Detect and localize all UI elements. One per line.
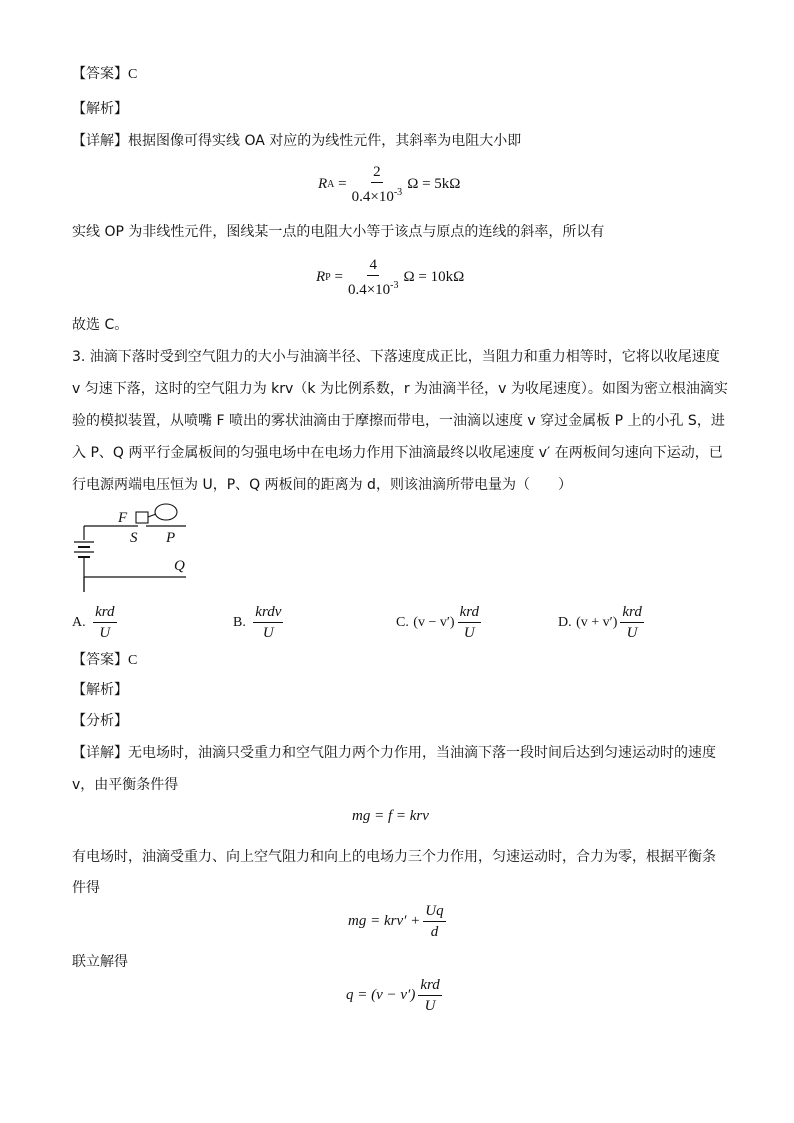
label-p: P	[166, 530, 176, 546]
text-op: 实线 OP 为非线性元件，图线某一点的电阻大小等于该点与原点的连线的斜率，所以有	[72, 224, 605, 240]
label-q: Q	[174, 558, 185, 574]
detail-line-1	[72, 131, 521, 151]
option-c-fraction: $\frac{\text{krd}}{U}$	[459, 604, 480, 641]
detail-label-2: 【详解】	[72, 745, 128, 761]
answer-line-1	[72, 64, 137, 85]
fenxi-label: 【分析】	[72, 713, 128, 729]
option-c[interactable]: C. (v − v′) $\frac{\text{krd}}{U}$	[396, 604, 480, 641]
label-f: F	[118, 510, 128, 526]
answer-value-2: C	[128, 653, 138, 668]
option-a[interactable]: A. $\frac{\text{krd}}{U}$	[72, 604, 115, 641]
fraction-rp: $\frac{4}{0.4\times 10^{-3}}$	[347, 257, 399, 298]
text3-line-2: 件得	[72, 880, 100, 896]
answer-label-2: 【答案】	[72, 652, 128, 668]
equation-mg-f: mg = f = krv	[352, 808, 429, 824]
equation-ra: R A = $\frac{2}{0.4\times 10^{-3}}$ Ω = 5kΩ	[318, 164, 461, 205]
option-d-fraction: $\frac{\text{krd}}{U}$	[622, 604, 642, 641]
answer-value: C	[128, 67, 138, 82]
nozzle-tube	[148, 514, 156, 517]
fraction-ra: $\frac{2}{0.4\times 10^{-3}}$	[351, 164, 403, 205]
answer-line-2	[72, 650, 137, 671]
equation-q: q = (v − v′) $\frac{\text{krd}}{U}$	[346, 977, 440, 1014]
option-b-fraction: $\frac{\text{krdv}}{U}$	[255, 604, 282, 641]
equation-rp: R P = $\frac{4}{0.4\times 10^{-3}}$ Ω = 10kΩ	[316, 257, 465, 298]
detail-line-2b: v，由平衡条件得	[72, 777, 179, 793]
fraction-uq-d: $\frac{Uq}{d}$	[425, 903, 444, 940]
equation-mg-krv: mg = krv′ + $\frac{Uq}{d}$	[348, 903, 444, 940]
option-d[interactable]: D. (v + v′) $\frac{\text{krd}}{U}$	[558, 604, 642, 641]
label-s: S	[130, 530, 138, 546]
question-line-1: 3. 油滴下落时受到空气阻力的大小与油滴半径、下落速度成正比，当阻力和重力相等时，它将以收尾速度	[72, 349, 720, 365]
detail-label: 【详解】	[72, 133, 128, 149]
detail-line-2: 【详解】无电场时，油滴只受重力和空气阻力两个力作用，当油滴下落一段时间后达到匀速运动时的速度	[72, 745, 716, 761]
question-line-4: 入 P、Q 两平行金属板间的匀强电场中在电场力作用下油滴最终以收尾速度 v′ 在两板间匀速向下运动，已	[72, 445, 723, 461]
fraction-krd-u: $\frac{\text{krd}}{U}$	[420, 977, 440, 1014]
nozzle-f	[136, 512, 148, 523]
analysis-label-1: 【解析】	[72, 101, 128, 117]
answer-label: 【答案】	[72, 66, 128, 82]
question-line-2: v 匀速下落，这时的空气阻力为 krv（k 为比例系数，r 为油滴半径，v 为收尾速度）。如图为密立根油滴实	[72, 381, 728, 397]
option-a-fraction: $\frac{\text{krd}}{U}$	[95, 604, 115, 641]
question-line-3: 验的模拟装置，从喷嘴 F 喷出的雾状油滴由于摩擦而带电，一油滴以速度 v 穿过金属板 P 上的小孔 S，进	[72, 413, 725, 429]
millikan-apparatus-diagram	[66, 500, 206, 596]
analysis-label-2: 【解析】	[72, 682, 128, 698]
option-b[interactable]: B. $\frac{\text{krdv}}{U}$	[233, 604, 282, 641]
text4: 联立解得	[72, 954, 128, 970]
question-line-5: 行电源两端电压恒为 U，P、Q 两板间的距离为 d，则该油滴所带电量为（ ）	[72, 477, 572, 493]
detail-text: 根据图像可得实线 OA 对应的为线性元件，其斜率为电阻大小即	[128, 133, 522, 149]
conclusion-1: 故选 C。	[72, 317, 129, 333]
bulb	[155, 504, 177, 520]
text3-line-1: 有电场时，油滴受重力、向上空气阻力和向上的电场力三个力作用，匀速运动时，合力为零，根据平衡条	[72, 849, 716, 865]
